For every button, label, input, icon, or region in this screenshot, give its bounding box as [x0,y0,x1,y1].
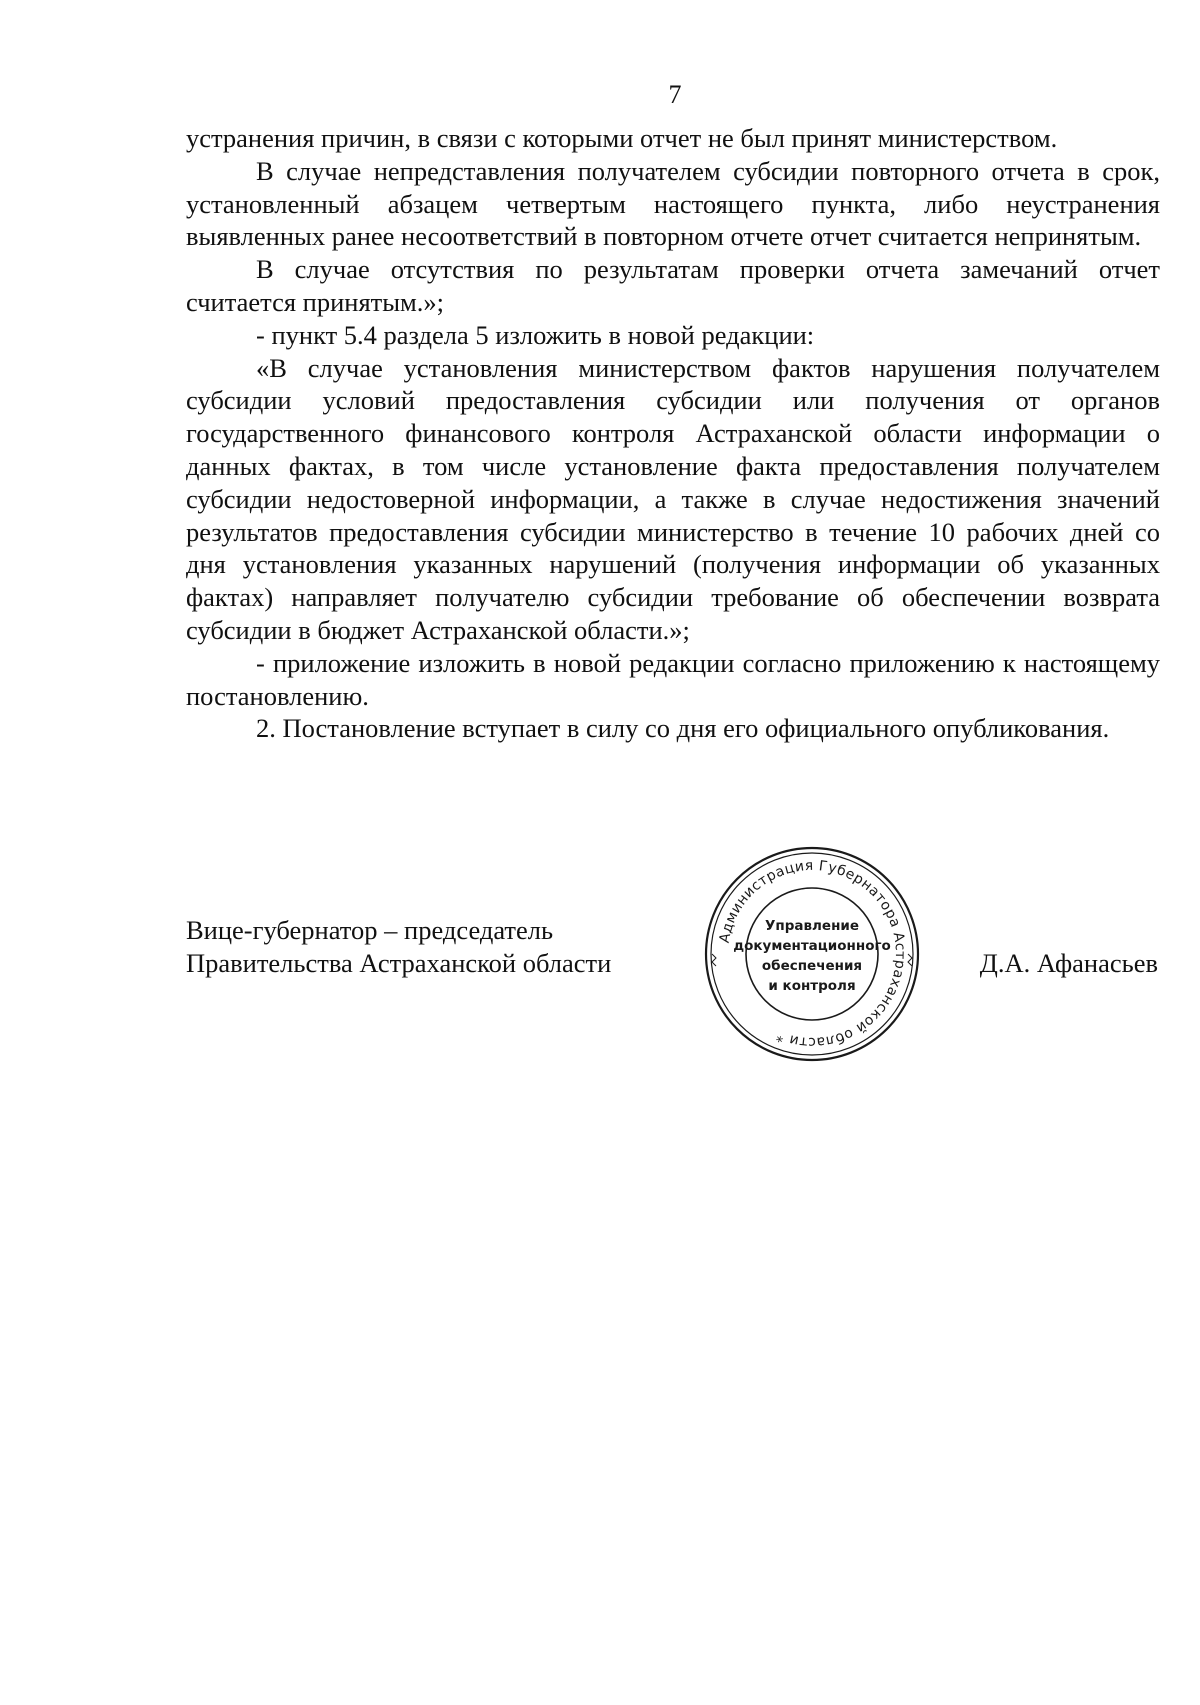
paragraph: - приложение изложить в новой редакции согласно приложению к настоящему постановлению. [186,647,1160,711]
paragraph: 2. Постановление вступает в силу со дня его официального опубликования. [256,713,1110,744]
stamp-inner-line: и контроля [768,978,856,994]
stamp-inner-line: документационного [733,938,891,954]
paragraph: В случае отсутствия по результатам проверки отчета замечаний отчет считается принятым.»; [186,254,1160,317]
document-body [186,122,1160,745]
signatory-position-line: Правительства Астраханской области [186,948,612,978]
signatory-position-line: Вице-губернатор – председатель [186,915,554,945]
signatory-name: Д.А. Афанасьев [979,948,1158,978]
stamp-inner-line: Управление [764,918,860,934]
stamp-ring-text: Администрация Губернатора Астраханской области * [716,857,909,1051]
signatory-position [186,914,611,980]
official-seal-stamp [700,842,924,1066]
paragraph: устранения причин, в связи с которыми отчет не был принят министерством. [186,123,1058,153]
paragraph: - пункт 5.4 раздела 5 изложить в новой редакции: [256,319,815,350]
paragraph: В случае непредставления получателем субсидии повторного отчета в срок, установленный абзацем четвертым настоящего пункта, либо неустранения выявленных ранее несоответствий в повторном отчете отчет считается непринятым. [186,155,1160,252]
paragraph: «В случае установления министерством фактов нарушения получателем субсидии условий предоставления субсидии или получения от органов государственного финансового контроля Астраханской области информации о данных фактах, в том числе установление факта предоставления получателем субсидии недостоверной информации, а также в случае недостижения значений результатов предоставления субсидии министерство в течение 10 рабочих дней со дня установления указанных нарушений (получения информации об указанных фактах) направляет получателю субсидии требование об обеспечении возврата субсидии в бюджет Астраханской области.»; [186,352,1160,645]
stamp-inner-line: обеспечения [761,958,863,974]
page-number: 7 [668,80,682,109]
